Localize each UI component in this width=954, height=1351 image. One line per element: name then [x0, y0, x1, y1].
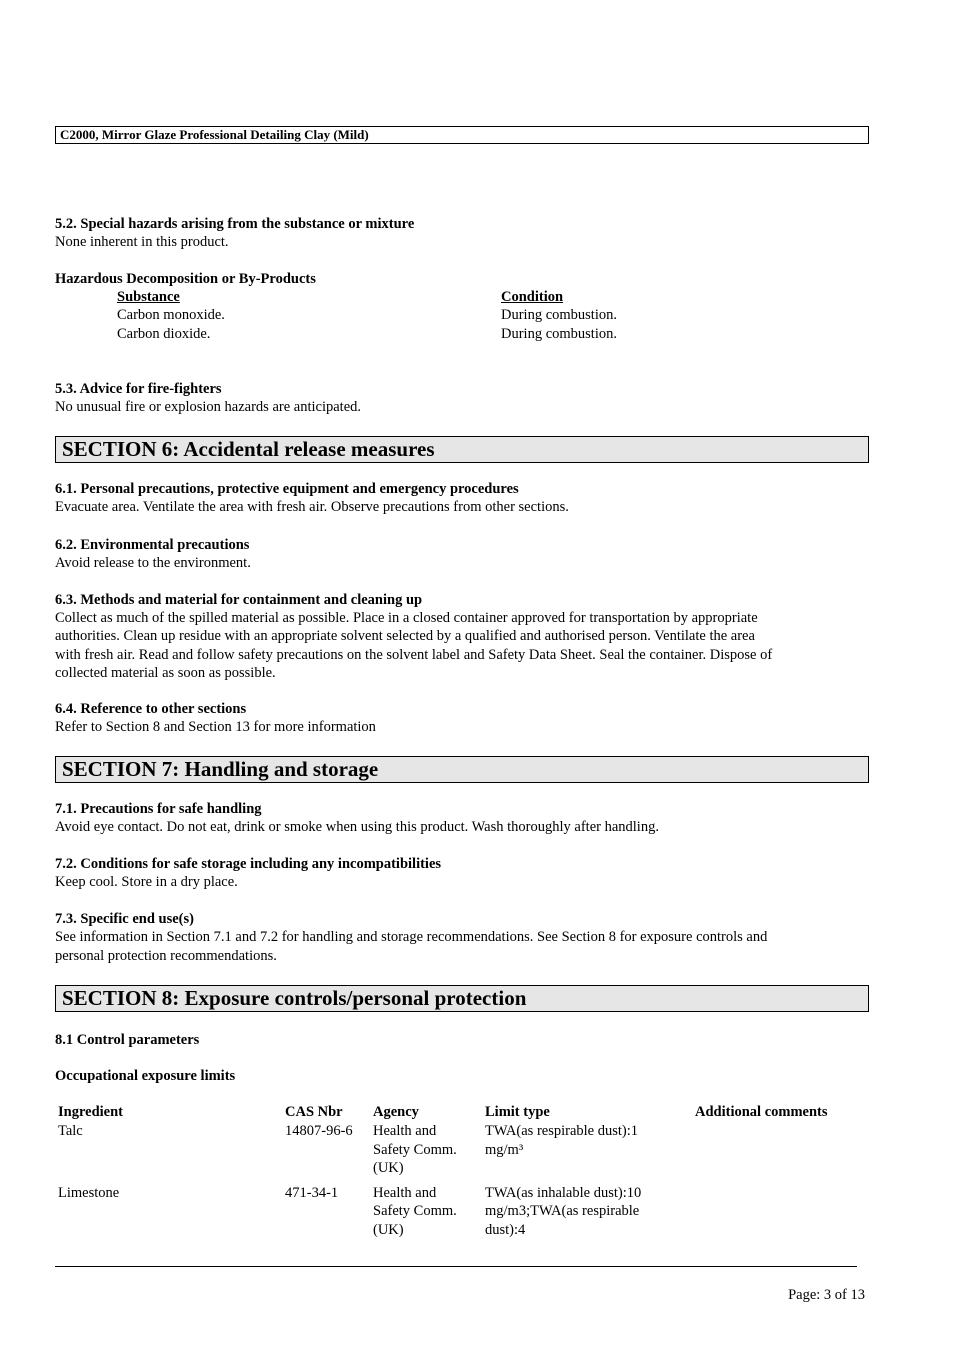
hazardous-decomposition-heading: Hazardous Decomposition or By-Products: [55, 271, 316, 287]
condition-row-2: During combustion.: [501, 326, 617, 342]
table-row: [55, 1122, 868, 1184]
text-5-2: None inherent in this product.: [55, 234, 229, 250]
comments-cell: [692, 1122, 868, 1184]
text-6-4: Refer to Section 8 and Section 13 for more information: [55, 719, 376, 735]
agency-line: Health and: [373, 1123, 437, 1139]
heading-7-2: 7.2. Conditions for safe storage including any incompatibilities: [55, 856, 442, 872]
col-additional-comments: Additional comments: [695, 1104, 828, 1120]
agency-line: Safety Comm.: [373, 1141, 457, 1158]
ingredient-cell: Talc: [58, 1123, 83, 1139]
comments-cell: [692, 1184, 868, 1246]
limit-line: mg/m3;TWA(as respirable: [485, 1203, 640, 1219]
heading-7-3: 7.3. Specific end use(s): [55, 911, 194, 927]
agency-line: Safety Comm.: [373, 1203, 457, 1219]
limit-type-cell: [482, 1184, 692, 1246]
condition-row-1: During combustion.: [501, 307, 617, 323]
heading-5-3: 5.3. Advice for fire-fighters: [55, 381, 222, 397]
substance-column-header: Substance: [117, 289, 180, 305]
document-header-title: C2000, Mirror Glaze Professional Detailing Clay (Mild): [55, 126, 869, 144]
exposure-limits-table: [55, 1103, 868, 1245]
text-7-2: Keep cool. Store in a dry place.: [55, 874, 238, 890]
heading-6-2: 6.2. Environmental precautions: [55, 537, 250, 553]
cas-cell: 14807-96-6: [285, 1123, 353, 1139]
oel-heading: Occupational exposure limits: [55, 1068, 236, 1084]
cas-cell: 471-34-1: [285, 1184, 339, 1201]
col-agency: Agency: [373, 1104, 419, 1120]
table-row: [55, 1184, 868, 1246]
agency-line: (UK): [373, 1221, 404, 1238]
text-6-3-line-2: authorities. Clean up residue with an appropriate solvent selected by a qualified and authorised person. Ventilate the area: [55, 628, 755, 644]
agency-cell: [370, 1184, 482, 1246]
limit-line: TWA(as respirable dust):1: [485, 1123, 639, 1139]
text-7-3-line-2: personal protection recommendations.: [55, 948, 277, 964]
substance-row-2: Carbon dioxide.: [117, 326, 211, 342]
limit-line: TWA(as inhalable dust):10: [485, 1184, 642, 1201]
page-number: Page: 3 of 13: [788, 1287, 865, 1303]
limit-line: mg/m³: [485, 1141, 524, 1158]
condition-column-header: Condition: [501, 289, 564, 305]
heading-6-1: 6.1. Personal precautions, protective equipment and emergency procedures: [55, 481, 519, 497]
limit-line: dust):4: [485, 1221, 526, 1238]
section-6-title: SECTION 6: Accidental release measures: [55, 436, 869, 463]
heading-6-4: 6.4. Reference to other sections: [55, 701, 247, 717]
text-6-2: Avoid release to the environment.: [55, 555, 251, 571]
footer-divider: [55, 1266, 857, 1267]
heading-5-2: 5.2. Special hazards arising from the substance or mixture: [55, 216, 415, 232]
col-ingredient: Ingredient: [58, 1104, 123, 1120]
agency-line: (UK): [373, 1160, 404, 1176]
text-6-1: Evacuate area. Ventilate the area with fresh air. Observe precautions from other sections.: [55, 499, 569, 515]
agency-cell: [370, 1122, 482, 1184]
heading-7-1: 7.1. Precautions for safe handling: [55, 801, 262, 817]
col-cas: CAS Nbr: [285, 1104, 343, 1120]
section-7-title: SECTION 7: Handling and storage: [55, 756, 869, 783]
table-header-row: [55, 1103, 868, 1122]
text-7-3-line-1: See information in Section 7.1 and 7.2 for handling and storage recommendations. See Section 8 for exposure controls and: [55, 929, 768, 945]
col-limit-type: Limit type: [485, 1104, 550, 1120]
substance-row-1: Carbon monoxide.: [117, 307, 225, 323]
ingredient-cell: Limestone: [58, 1184, 120, 1201]
text-6-3-line-4: collected material as soon as possible.: [55, 665, 276, 681]
heading-6-3: 6.3. Methods and material for containment and cleaning up: [55, 592, 423, 608]
heading-8-1: 8.1 Control parameters: [55, 1032, 200, 1048]
text-7-1: Avoid eye contact. Do not eat, drink or smoke when using this product. Wash thoroughly after handling.: [55, 819, 659, 835]
text-6-3-line-1: Collect as much of the spilled material as possible. Place in a closed container approved for transportation by appropriate: [55, 610, 758, 626]
text-6-3-line-3: with fresh air. Read and follow safety precautions on the solvent label and Safety Data Sheet. Seal the container. Dispose of: [55, 647, 773, 663]
agency-line: Health and: [373, 1184, 437, 1201]
text-5-3: No unusual fire or explosion hazards are anticipated.: [55, 399, 362, 415]
section-8-title: SECTION 8: Exposure controls/personal protection: [55, 985, 869, 1012]
limit-type-cell: [482, 1122, 692, 1184]
